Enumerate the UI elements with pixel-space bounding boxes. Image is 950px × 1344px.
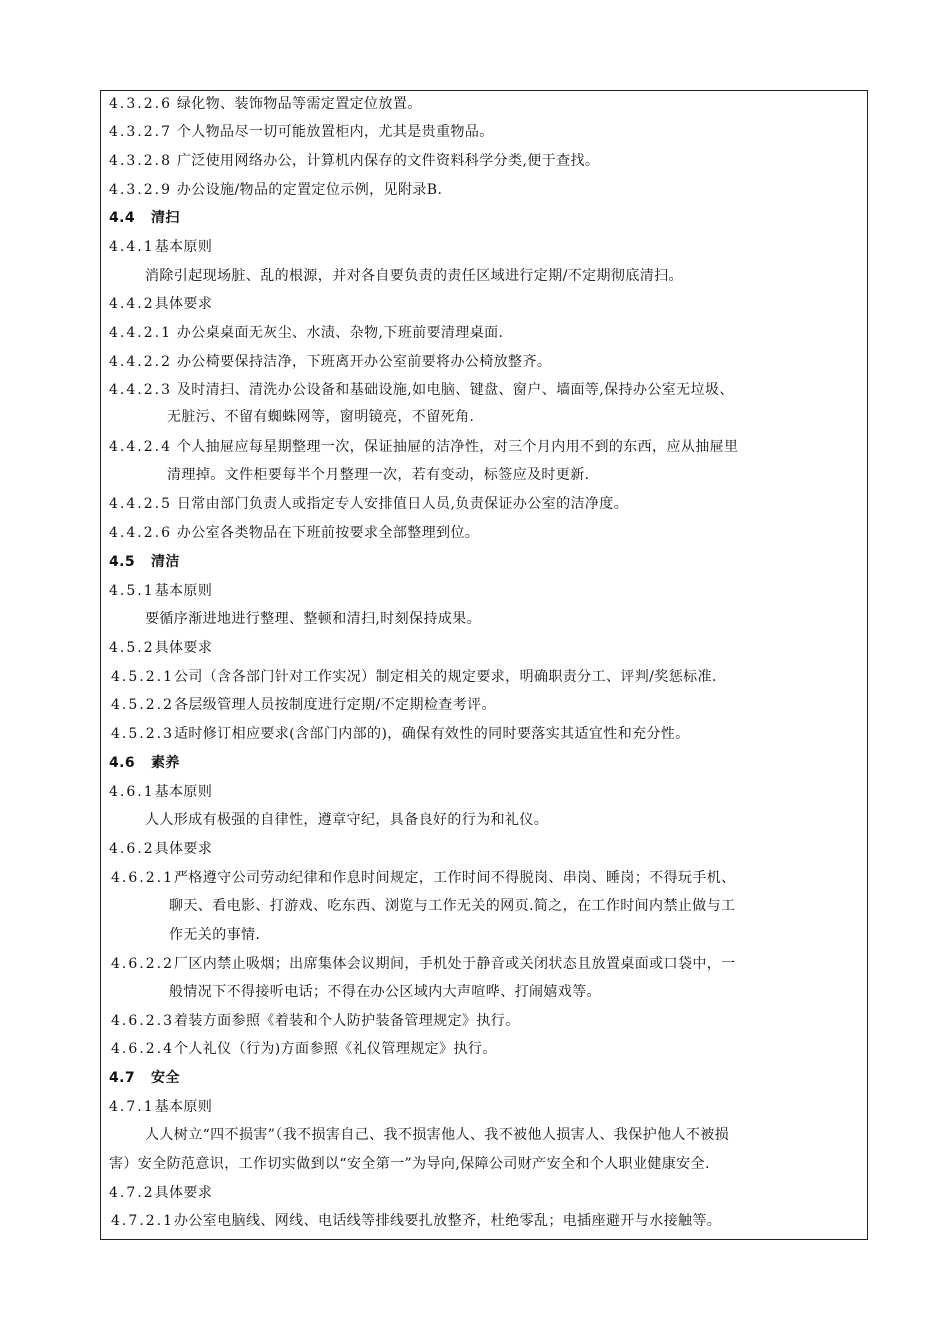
clause-4-7-2-1 bbox=[111, 1212, 867, 1230]
clause-number: 4.4.2.2 bbox=[109, 354, 172, 370]
clause-continuation bbox=[169, 926, 867, 944]
clause-text: 具体要求 bbox=[154, 841, 213, 857]
clause-text: 及时清扫、清洗办公设备和基础设施,如电脑、键盘、窗户、墙面等,保持办公室无垃圾、 bbox=[176, 382, 734, 398]
clause-number: 4.6.2.4 bbox=[111, 1041, 174, 1057]
clause-4-4-2-3 bbox=[109, 381, 867, 399]
clause-number: 4.3.2.8 bbox=[109, 153, 172, 169]
clause-text: 适时修订相应要求(含部门内部的)，确保有效性的同时要落实其适宜性和充分性。 bbox=[173, 726, 690, 742]
clause-4-3-2-9 bbox=[109, 181, 867, 199]
clause-text: 严格遵守公司劳动纪律和作息时间规定，工作时间不得脱岗、串岗、睡岗；不得玩手机、 bbox=[173, 870, 736, 886]
clause-number: 4.6.1 bbox=[109, 784, 155, 800]
paragraph-continuation bbox=[109, 1155, 867, 1173]
clause-number: 4.3.2.7 bbox=[109, 124, 172, 140]
section-number: 4.5 bbox=[109, 554, 136, 570]
paragraph-text bbox=[145, 1126, 867, 1144]
clause-continuation bbox=[169, 983, 867, 1001]
clause-number: 4.3.2.6 bbox=[109, 96, 172, 112]
clause-text: 广泛使用网络办公，计算机内保存的文件资料科学分类,便于查找。 bbox=[176, 153, 600, 169]
clause-4-4-2-4 bbox=[109, 438, 867, 456]
clause-text: 基本原则 bbox=[154, 583, 213, 599]
subsection-4-6-2 bbox=[109, 840, 867, 858]
section-heading-4-4 bbox=[109, 209, 867, 227]
paragraph-text bbox=[145, 811, 867, 829]
clause-number: 4.6.2.1 bbox=[111, 870, 174, 886]
clause-number: 4.5.2 bbox=[109, 640, 155, 656]
clause-4-6-2-1 bbox=[111, 869, 867, 887]
clause-4-5-2-3 bbox=[111, 725, 867, 743]
document-frame bbox=[100, 90, 868, 1240]
clause-text: 办公室各类物品在下班前按要求全部整理到位。 bbox=[176, 525, 480, 541]
subsection-4-4-2 bbox=[109, 295, 867, 313]
clause-text: 个人礼仪（行为)方面参照《礼仪管理规定》执行。 bbox=[173, 1041, 497, 1057]
clause-text: 基本原则 bbox=[154, 784, 213, 800]
clause-number: 4.4.2.5 bbox=[109, 496, 172, 512]
clause-number: 4.7.2.1 bbox=[111, 1213, 174, 1229]
clause-text: 害）安全防范意识，工作切实做到以“安全第一”为导向,保障公司财产安全和个人职业健康安全. bbox=[109, 1156, 710, 1172]
clause-number: 4.7.2 bbox=[109, 1185, 155, 1201]
clause-text: 个人抽屉应每星期整理一次，保证抽屉的洁净性，对三个月内用不到的东西，应从抽屉里 bbox=[176, 439, 739, 455]
subsection-4-5-2 bbox=[109, 639, 867, 657]
clause-4-6-2-2 bbox=[111, 955, 867, 973]
clause-4-6-2-3 bbox=[111, 1012, 867, 1030]
clause-4-6-2-4 bbox=[111, 1040, 867, 1058]
clause-continuation bbox=[169, 897, 867, 915]
clause-text: 绿化物、装饰物品等需定置定位放置。 bbox=[176, 96, 422, 112]
clause-text: 无脏污、不留有蜘蛛网等，窗明镜亮，不留死角. bbox=[167, 409, 475, 425]
clause-4-5-2-1 bbox=[111, 668, 867, 686]
clause-text: 要循序渐进地进行整理、整顿和清扫,时刻保持成果。 bbox=[145, 611, 482, 627]
clause-4-3-2-8 bbox=[109, 152, 867, 170]
clause-number: 4.6.2.2 bbox=[111, 956, 174, 972]
clause-text: 基本原则 bbox=[154, 239, 213, 255]
clause-number: 4.6.2.3 bbox=[111, 1013, 174, 1029]
clause-number: 4.4.2.6 bbox=[109, 525, 172, 541]
clause-text: 人人树立“四不损害”（我不损害自己、我不损害他人、我不被他人损害人、我保护他人不被损 bbox=[145, 1127, 730, 1143]
section-heading-4-5 bbox=[109, 553, 867, 571]
section-number: 4.4 bbox=[109, 210, 136, 226]
clause-number: 4.4.2 bbox=[109, 296, 155, 312]
clause-text: 办公椅要保持洁净，下班离开办公室前要将办公椅放整齐。 bbox=[176, 354, 552, 370]
section-title: 素养 bbox=[151, 755, 180, 771]
clause-number: 4.4.1 bbox=[109, 239, 155, 255]
clause-number: 4.4.2.4 bbox=[109, 439, 172, 455]
paragraph-text bbox=[145, 610, 867, 628]
section-number: 4.7 bbox=[109, 1070, 136, 1086]
clause-text: 办公桌桌面无灰尘、水渍、杂物,下班前要清理桌面. bbox=[176, 325, 504, 341]
subsection-4-5-1 bbox=[109, 582, 867, 600]
clause-4-3-2-7 bbox=[109, 123, 867, 141]
clause-number: 4.5.2.3 bbox=[111, 726, 174, 742]
clause-4-4-2-5 bbox=[109, 495, 867, 513]
clause-4-3-2-6 bbox=[109, 95, 867, 113]
clause-number: 4.4.2.1 bbox=[109, 325, 172, 341]
clause-text: 着装方面参照《着装和个人防护装备管理规定》执行。 bbox=[173, 1013, 520, 1029]
clause-number: 4.4.2.3 bbox=[109, 382, 172, 398]
clause-4-4-2-1 bbox=[109, 324, 867, 342]
clause-text: 般情况下不得接听电话；不得在办公区域内大声喧哗、打闹嬉戏等。 bbox=[169, 984, 601, 1000]
clause-continuation bbox=[167, 408, 867, 426]
clause-4-4-2-6 bbox=[109, 524, 867, 542]
clause-text: 作无关的事情. bbox=[169, 927, 261, 943]
subsection-4-4-1 bbox=[109, 238, 867, 256]
section-number: 4.6 bbox=[109, 755, 136, 771]
clause-text: 办公设施/物品的定置定位示例，见附录B. bbox=[176, 182, 443, 198]
section-title: 清洁 bbox=[151, 554, 180, 570]
clause-text: 人人形成有极强的自律性，遵章守纪，具备良好的行为和礼仪。 bbox=[145, 812, 549, 828]
clause-text: 清理掉。文件柜要每半个月整理一次，若有变动，标签应及时更新. bbox=[167, 467, 590, 483]
clause-text: 个人物品尽一切可能放置柜内，尤其是贵重物品。 bbox=[176, 124, 494, 140]
paragraph-text bbox=[145, 267, 867, 285]
subsection-4-7-2 bbox=[109, 1184, 867, 1202]
clause-number: 4.5.2.1 bbox=[111, 669, 174, 685]
clause-text: 消除引起现场脏、乱的根源，并对各自要负责的责任区域进行定期/不定期彻底清扫。 bbox=[145, 268, 683, 284]
clause-text: 各层级管理人员按制度进行定期/不定期检查考评。 bbox=[173, 697, 496, 713]
subsection-4-6-1 bbox=[109, 783, 867, 801]
clause-number: 4.3.2.9 bbox=[109, 182, 172, 198]
clause-text: 具体要求 bbox=[154, 1185, 213, 1201]
section-heading-4-7 bbox=[109, 1069, 867, 1087]
clause-number: 4.6.2 bbox=[109, 841, 155, 857]
clause-text: 厂区内禁止吸烟；出席集体会议期间，手机处于静音或关闭状态且放置桌面或口袋中，一 bbox=[173, 956, 736, 972]
section-title: 安全 bbox=[151, 1070, 180, 1086]
clause-number: 4.5.2.2 bbox=[111, 697, 174, 713]
clause-text: 办公室电脑线、网线、电话线等排线要扎放整齐，杜绝零乱；电插座避开与水接触等。 bbox=[173, 1213, 722, 1229]
section-heading-4-6 bbox=[109, 754, 867, 772]
clause-4-4-2-2 bbox=[109, 353, 867, 371]
clause-text: 具体要求 bbox=[154, 640, 213, 656]
clause-text: 公司（含各部门针对工作实况）制定相关的规定要求，明确职责分工、评判/奖惩标准. bbox=[173, 669, 717, 685]
clause-number: 4.7.1 bbox=[109, 1099, 155, 1115]
clause-4-5-2-2 bbox=[111, 696, 867, 714]
clause-text: 基本原则 bbox=[154, 1099, 213, 1115]
clause-text: 日常由部门负责人或指定专人安排值日人员,负责保证办公室的洁净度。 bbox=[176, 496, 629, 512]
section-title: 清扫 bbox=[151, 210, 180, 226]
subsection-4-7-1 bbox=[109, 1098, 867, 1116]
clause-continuation bbox=[167, 466, 867, 484]
clause-text: 具体要求 bbox=[154, 296, 213, 312]
clause-number: 4.5.1 bbox=[109, 583, 155, 599]
clause-text: 聊天、看电影、打游戏、吃东西、浏览与工作无关的网页.简之，在工作时间内禁止做与工 bbox=[169, 898, 736, 914]
